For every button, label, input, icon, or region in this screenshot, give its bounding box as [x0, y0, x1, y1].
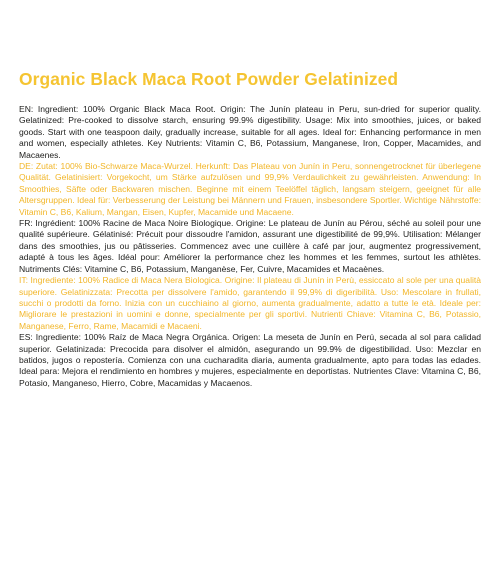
description-french: FR: Ingrédient: 100% Racine de Maca Noire Biologique. Origine: Le plateau de Junín au Pérou, séché au soleil pour une qualité supérieure. Gélatinisé: Précuit pour dissoudre l'amidon, assurant une digestibilité de 99,9%. Utilisation: Mélanger dans des smoothies, jus ou pâtisseries. Commencez avec une cuillère à café par jour, augmentez progressivement, adapté à tous les âges. Idéal pour: Améliorer la performance chez les hommes et les femmes, surtout les athlètes. Nutriments Clés: Vitamine C, B6, Potassium, Manganèse, Fer, Cuivre, Macamides et Macaènes. [19, 218, 481, 274]
multilingual-description [19, 104, 481, 389]
description-italian: IT: Ingrediente: 100% Radice di Maca Nera Biologica. Origine: Il plateau di Junín in Perù, essiccato al sole per una qualità superiore. Gelatinizzata: Precotta per dissolvere l'amido, garantendo il 99,9% di digeribilità. Uso: Mescolare in frullati, succhi o prodotti da forno. Inizia con un cucchiaino al giorno, aumenta gradualmente, adatto a tutte le età. Ideale per: Migliorare le prestazioni in uomini e donne, specialmente per gli sportivi. Nutrienti Chiave: Vitamina C, B6, Potassio, Manganese, Ferro, Rame, Macamidi e Macaeni. [19, 275, 481, 331]
description-german: DE: Zutat: 100% Bio-Schwarze Maca-Wurzel. Herkunft: Das Plateau von Junín in Peru, sonnengetrocknet für überlegene Qualität. Gelatinisiert: Vorgekocht, um Stärke aufzulösen und 99,9% Verdaulichkeit zu gewährleisten. Anwendung: In Smoothies, Säfte oder Backwaren mischen. Beginne mit einem Teelöffel täglich, langsam steigern, geeignet für alle Altersgruppen. Ideal für: Verbesserung der Leistung bei Männern und Frauen, insbesondere Sportler. Wichtige Nährstoffe: Vitamin C, B6, Kalium, Mangan, Eisen, Kupfer, Macamide und Macaene. [19, 161, 481, 217]
product-title: Organic Black Maca Root Powder Gelatinized [19, 69, 399, 89]
description-english: EN: Ingredient: 100% Organic Black Maca Root. Origin: The Junín plateau in Peru, sun-dried for superior quality. Gelatinized: Pre-cooked to dissolve starch, ensuring 99.9% digestibility. Usage: Mix into smoothies, juices, or baked goods. Start with one teaspoon daily, gradually increase, suitable for all ages. Ideal for: Enhancing performance in men and women, especially athletes. Key Nutrients: Vitamin C, B6, Potassium, Manganese, Iron, Copper, Macamides, and Macaenes. [19, 104, 481, 160]
description-spanish: ES: Ingrediente: 100% Raíz de Maca Negra Orgánica. Origen: La meseta de Junín en Perú, secada al sol para calidad superior. Gelatinizada: Precocida para disolver el almidón, asegurando un 99.9% de digestibilidad. Uso: Mezclar en batidos, jugos o repostería. Comienza con una cucharadita diaria, aumenta gradualmente, apto para todas las edades. Ideal para: Mejora el rendimiento en hombres y mujeres, especialmente en deportistas. Nutrientes Clave: Vitamina C, B6, Potasio, Manganeso, Hierro, Cobre, Macamidas y Macaenos. [19, 332, 481, 388]
